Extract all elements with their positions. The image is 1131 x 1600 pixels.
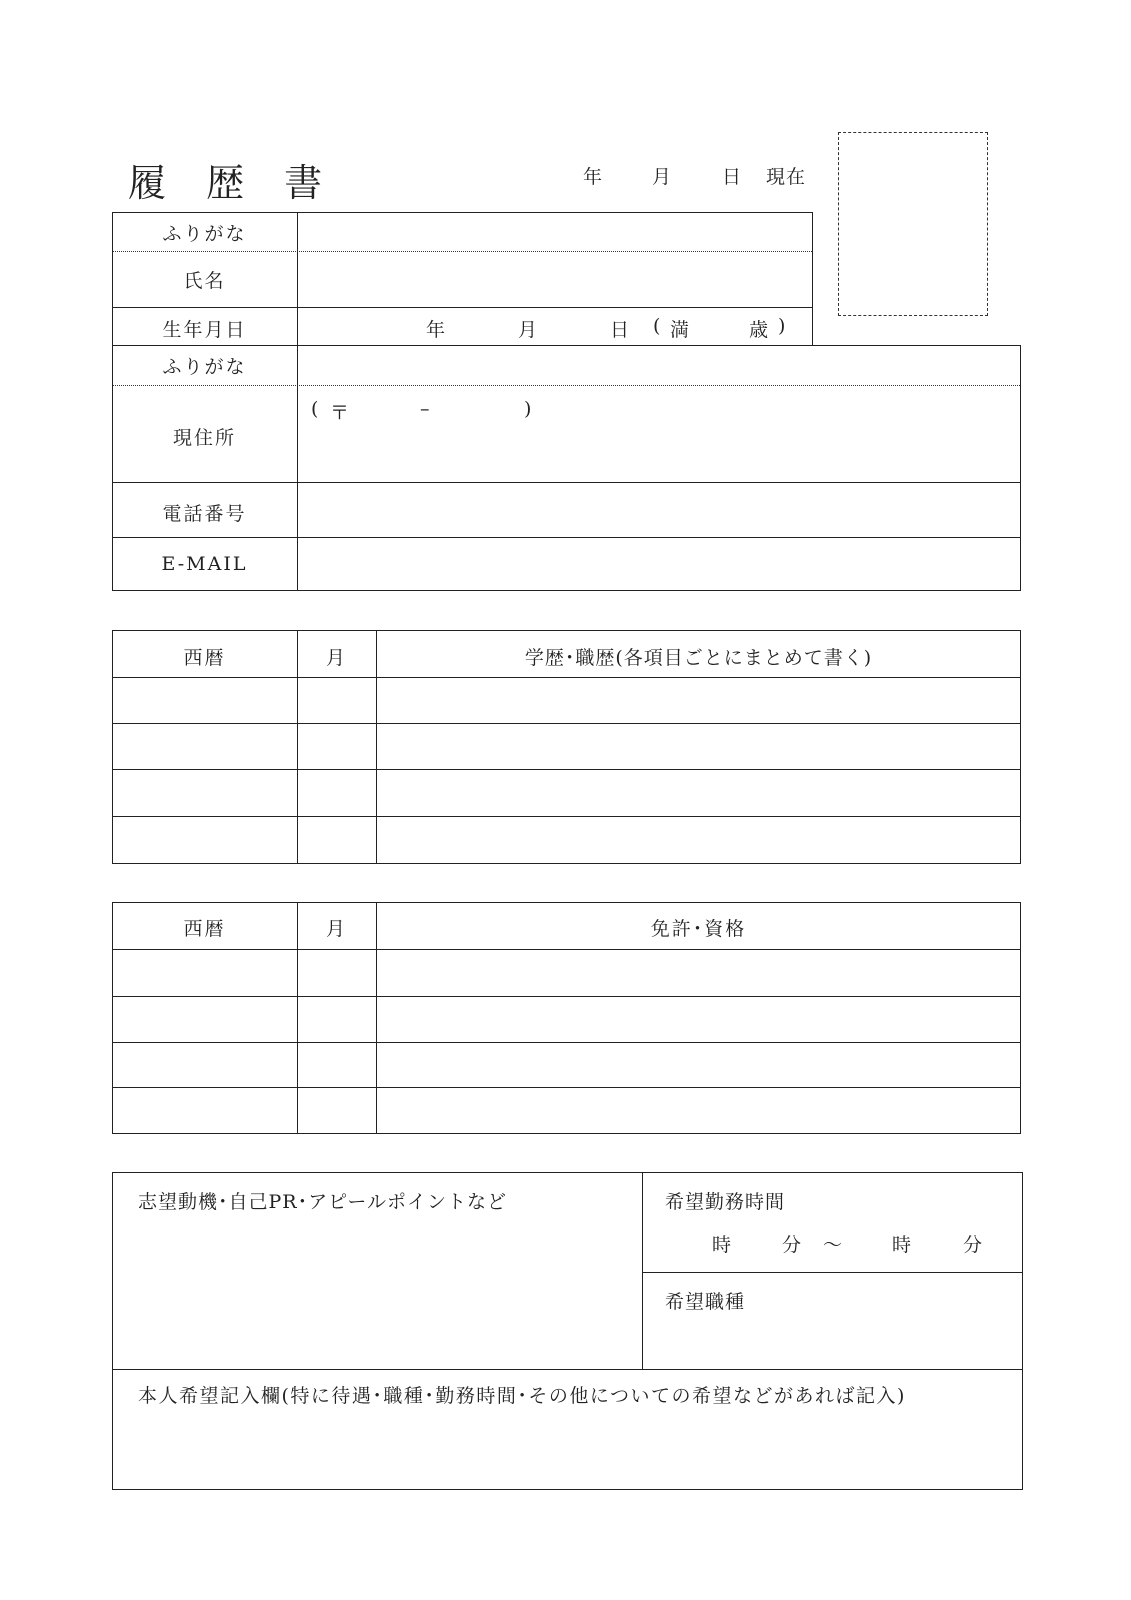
- phone-field[interactable]: [299, 484, 1019, 536]
- birth-day-label: 日: [610, 319, 631, 341]
- age-close-paren: ): [778, 315, 787, 337]
- postal-open-paren: (: [311, 398, 320, 420]
- divider: [643, 1272, 1022, 1273]
- divider: [113, 251, 812, 252]
- divider: [113, 677, 1020, 678]
- licenses-col-year: 西暦: [183, 918, 226, 940]
- requests-field[interactable]: [113, 1410, 1022, 1488]
- address-label: 現住所: [172, 427, 236, 449]
- history-col-month: 月: [325, 647, 347, 669]
- postal-close-paren: ): [524, 398, 533, 420]
- hours-end-hour: 時: [892, 1234, 913, 1256]
- photo-box[interactable]: [838, 132, 988, 316]
- licenses-col-month: 月: [325, 918, 347, 940]
- hours-label: 希望勤務時間: [665, 1191, 786, 1213]
- email-field[interactable]: [299, 539, 1019, 590]
- hours-start-hour: 時: [712, 1234, 733, 1256]
- phone-label: 電話番号: [162, 503, 247, 525]
- name-field[interactable]: [299, 253, 811, 306]
- job-type-label: 希望職種: [665, 1291, 746, 1313]
- name-label: 氏名: [183, 270, 226, 292]
- birth-month-label: 月: [518, 319, 539, 341]
- address-field[interactable]: [299, 387, 1019, 481]
- divider: [113, 385, 1020, 386]
- job-type-field[interactable]: [644, 1315, 1021, 1367]
- age-label: 満: [670, 319, 691, 341]
- date-day-label: 日: [722, 166, 743, 188]
- licenses-col-content: 免許･資格: [650, 918, 747, 940]
- motivation-label: 志望動機･自己PR･アピールポイントなど: [138, 1191, 507, 1213]
- date-year-label: 年: [583, 166, 604, 188]
- divider: [113, 949, 1020, 950]
- hours-tilde: ～: [823, 1234, 844, 1256]
- document-title: 履 歴 書: [128, 161, 337, 205]
- address-furigana-field[interactable]: [299, 346, 1019, 384]
- postal-mark-icon: 〒: [330, 402, 351, 424]
- divider: [113, 537, 1020, 538]
- history-col-year: 西暦: [183, 647, 226, 669]
- name-furigana-label: ふりがな: [162, 223, 247, 245]
- age-unit-label: 歳: [749, 319, 770, 341]
- divider: [113, 1369, 1022, 1370]
- birth-year-label: 年: [426, 319, 447, 341]
- name-furigana-field[interactable]: [299, 213, 811, 250]
- history-col-content: 学歴･職歴(各項目ごとにまとめて書く): [524, 647, 873, 669]
- history-entry-rows[interactable]: [113, 679, 1020, 863]
- motivation-field[interactable]: [113, 1215, 641, 1367]
- divider: [642, 1172, 643, 1370]
- requests-label: 本人希望記入欄(特に待遇･職種･勤務時間･その他についての希望などがあれば記入): [138, 1385, 906, 1407]
- email-label: E-MAIL: [161, 553, 248, 575]
- divider: [297, 345, 298, 591]
- hours-start-minute: 分: [782, 1234, 803, 1256]
- age-open-paren: (: [653, 315, 662, 337]
- birthdate-label: 生年月日: [162, 319, 247, 341]
- licenses-entry-rows[interactable]: [113, 951, 1020, 1133]
- divider: [113, 307, 812, 308]
- divider: [113, 482, 1020, 483]
- hours-end-minute: 分: [963, 1234, 984, 1256]
- address-furigana-label: ふりがな: [162, 356, 247, 378]
- date-month-label: 月: [652, 166, 673, 188]
- divider: [297, 212, 298, 346]
- postal-dash: –: [420, 398, 431, 420]
- date-suffix-label: 現在: [766, 166, 807, 188]
